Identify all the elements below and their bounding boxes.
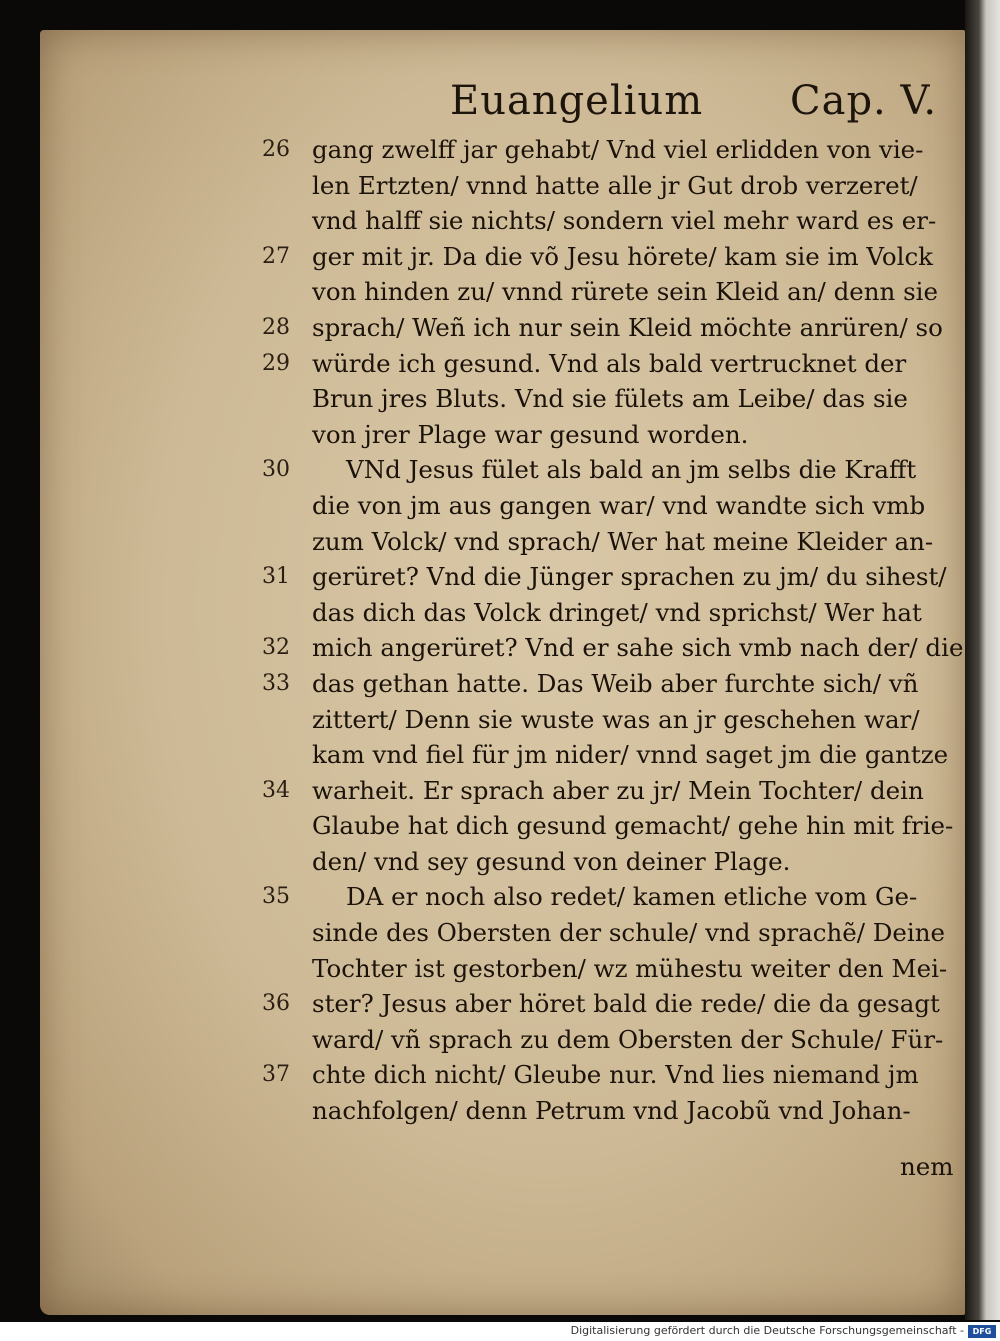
text-line (262, 1022, 952, 1058)
text-line (262, 559, 952, 595)
verse-number: 27 (262, 243, 290, 269)
line-text: ster? Jesus aber höret bald die rede/ die da gesagt (312, 989, 940, 1019)
line-text: von jrer Plage war gesund worden. (312, 419, 749, 449)
line-text: warheit. Er sprach aber zu jr/ Mein Tochter/ dein (312, 775, 924, 805)
verse-number: 26 (262, 137, 290, 162)
footer-bar (0, 1322, 1000, 1341)
scanner-edge-strip (965, 0, 1000, 1320)
text-line (262, 381, 952, 417)
text-line (262, 346, 952, 382)
line-text: das gethan hatte. Das Weib aber furchte sich/ vñ (312, 668, 919, 698)
line-text: VNd Jesus fület als bald an jm selbs die Krafft (346, 455, 917, 485)
text-line (262, 737, 952, 773)
text-line (262, 630, 964, 666)
text-line (262, 915, 952, 951)
text-line (262, 274, 952, 310)
line-text: sinde des Obersten der schule/ vnd sprachẽ/ Deine (312, 918, 946, 948)
text-line (262, 203, 952, 239)
text-line (262, 132, 952, 168)
line-text: mich angerüret? Vnd er sahe sich vmb nach der/ die (312, 633, 964, 663)
line-text: chte dich nicht/ Gleube nur. Vnd lies niemand jm (312, 1060, 919, 1090)
dfg-logo-icon: DFG (968, 1325, 996, 1338)
text-line (262, 168, 952, 204)
text-line (262, 452, 952, 488)
text-line (262, 310, 952, 346)
verse-number: 34 (262, 777, 290, 803)
line-text: das dich das Volck dringet/ vnd sprichst/ Wer hat (312, 597, 922, 627)
text-line (262, 1057, 952, 1093)
verse-number: 33 (262, 670, 290, 696)
verse-number: 36 (262, 991, 290, 1017)
line-text: Tochter ist gestorben/ wz mühestu weiter den Mei- (312, 953, 948, 983)
text-line (262, 417, 952, 453)
text-line (262, 1093, 952, 1129)
catchword: nem (900, 1152, 954, 1181)
line-text: ger mit jr. Da die võ Jesu hörete/ kam sie im Volck (312, 241, 934, 271)
verse-number: 32 (262, 635, 290, 661)
running-head-chapter: Cap. V. (790, 78, 938, 124)
running-head (450, 78, 940, 134)
text-line (262, 239, 952, 275)
verse-number: 37 (262, 1062, 290, 1088)
line-text: zittert/ Denn sie wuste was an jr geschehen war/ (312, 704, 920, 734)
line-text: DA er noch also redet/ kamen etliche vom Ge- (346, 882, 918, 912)
line-text: kam vnd fiel für jm nider/ vnnd saget jm die gantze (312, 740, 949, 770)
text-line (262, 951, 952, 987)
line-text: Glaube hat dich gesund gemacht/ gehe hin mit frie- (312, 811, 954, 841)
text-line (262, 879, 952, 915)
line-text: len Ertzten/ vnnd hatte alle jr Gut drob verzeret/ (312, 170, 918, 200)
line-text: gang zwelff jar gehabt/ Vnd viel erlidden von vie- (312, 135, 924, 164)
line-text: Brun jres Bluts. Vnd sie fülets am Leibe/ das sie (312, 384, 908, 414)
verse-number: 31 (262, 564, 290, 590)
verse-number: 30 (262, 457, 290, 483)
text-line (262, 986, 952, 1022)
text-line (262, 595, 952, 631)
line-text: nachfolgen/ denn Petrum vnd Jacobũ vnd Johan- (312, 1096, 911, 1126)
line-text: die von jm aus gangen war/ vnd wandte sich vmb (312, 490, 926, 520)
line-text: zum Volck/ vnd sprach/ Wer hat meine Kleider an- (312, 526, 934, 556)
funding-notice: Digitalisierung gefördert durch die Deutsche Forschungsgemeinschaft - (570, 1324, 964, 1337)
running-head-title: Euangelium (450, 78, 704, 124)
line-text: ward/ vñ sprach zu dem Obersten der Schule/ Für- (312, 1024, 944, 1054)
text-line (262, 666, 952, 702)
line-text: würde ich gesund. Vnd als bald vertrucknet der (312, 348, 907, 378)
text-column (262, 132, 964, 1129)
verse-number: 35 (262, 884, 290, 910)
text-line (262, 524, 952, 560)
verse-number: 28 (262, 314, 290, 340)
line-text: gerüret? Vnd die Jünger sprachen zu jm/ du sihest/ (312, 562, 947, 592)
line-text: sprach/ Weñ ich nur sein Kleid möchte anrüren/ so (312, 312, 943, 342)
line-text: von hinden zu/ vnnd rürete sein Kleid an/ denn sie (312, 277, 939, 307)
line-text: den/ vnd sey gesund von deiner Plage. (312, 846, 791, 876)
text-line (262, 773, 952, 809)
text-line (262, 488, 952, 524)
line-text: vnd halff sie nichts/ sondern viel mehr ward es er- (312, 206, 937, 236)
text-line (262, 844, 952, 880)
text-line (262, 702, 952, 738)
verse-number: 29 (262, 350, 290, 376)
text-line (262, 808, 952, 844)
